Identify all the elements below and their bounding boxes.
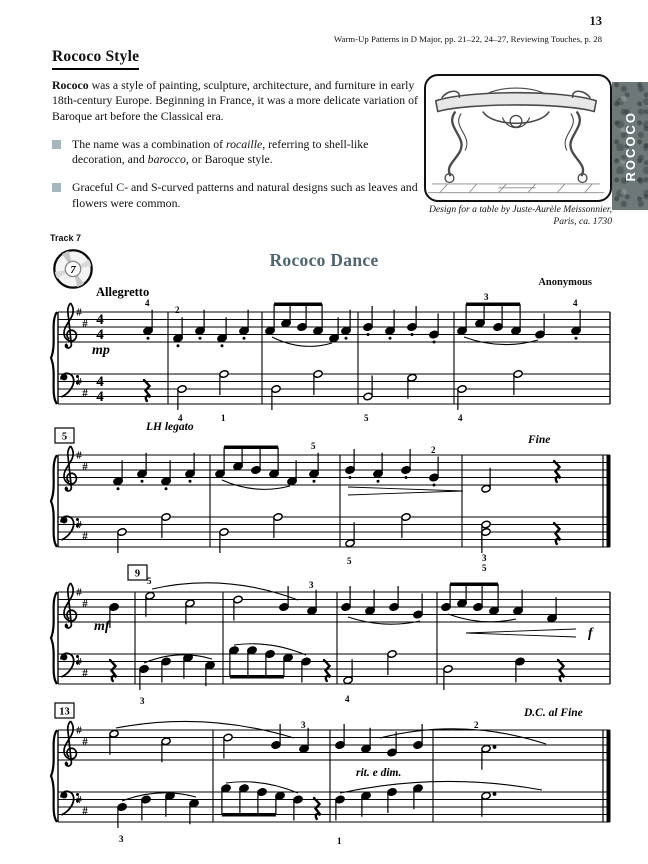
music-text-fing: 4 — [145, 298, 150, 308]
svg-text:#: # — [76, 794, 82, 806]
svg-text:#: # — [82, 460, 88, 473]
svg-text:13: 13 — [59, 706, 70, 718]
track-number: 7 — [70, 264, 76, 276]
music-text-dyn: mp — [92, 343, 110, 358]
music-text-fing: 1 — [337, 836, 342, 846]
svg-text:#: # — [82, 530, 88, 543]
sidebar-tab-rococo — [612, 82, 648, 210]
music-system-3 — [48, 562, 613, 712]
svg-text:9: 9 — [134, 568, 141, 580]
list-item: Graceful C- and S-curved patterns and natural designs such as leaves and flowers were common. — [52, 180, 424, 210]
svg-text:#: # — [82, 667, 88, 680]
music-system-4 — [48, 700, 613, 852]
svg-text:#: # — [76, 519, 82, 531]
music-text-fing: 4 — [573, 298, 578, 308]
music-text-dir: Fine — [528, 434, 551, 446]
table-engraving-figure — [424, 74, 612, 202]
bullet-list — [52, 137, 424, 224]
music-system-2 — [48, 425, 613, 575]
track-label: Track 7 — [50, 233, 82, 243]
music-text-fing: 4 — [178, 413, 183, 423]
music-text-dyn: mf — [94, 619, 110, 634]
sidebar-tab-label: ROCOCO — [622, 110, 638, 182]
composer-credit: Anonymous — [538, 277, 592, 288]
music-text-fing: 3 — [309, 580, 314, 590]
svg-text:#: # — [82, 735, 88, 748]
svg-text:4: 4 — [96, 374, 104, 390]
music-text-fing: 5 — [311, 441, 316, 451]
music-text-dir: LH legato — [146, 421, 194, 433]
music-text-fing: 2 — [474, 720, 479, 730]
section-heading: Rococo Style — [52, 48, 139, 70]
svg-text:4: 4 — [96, 389, 104, 405]
music-text-fing: 1 — [221, 413, 226, 423]
svg-text:#: # — [76, 306, 82, 319]
music-text-dir: rit. e dim. — [356, 767, 402, 779]
music-text-fing: 5 — [364, 413, 369, 423]
rococo-table-illustration — [426, 76, 606, 196]
svg-text:5: 5 — [61, 431, 68, 443]
svg-text:#: # — [76, 586, 82, 599]
music-text-tempo: Allegretto — [96, 285, 150, 299]
music-text-fing: 3 — [301, 720, 306, 730]
page-number: 13 — [589, 14, 602, 28]
list-item: The name was a combination of rocaille, referring to shell-like decoration, and barocco, or Baroque style. — [52, 137, 424, 167]
svg-text:#: # — [76, 449, 82, 462]
svg-text:#: # — [82, 597, 88, 610]
svg-text:4: 4 — [96, 312, 104, 328]
intro-bold-word: Rococo — [52, 78, 89, 92]
music-text-fing: 5 — [347, 556, 352, 566]
svg-text:#: # — [76, 376, 82, 388]
svg-text:#: # — [76, 724, 82, 737]
music-text-fing: 3 — [484, 292, 489, 302]
music-text-fing: 3 — [482, 553, 487, 563]
music-text-dir: D.C. al Fine — [524, 707, 583, 719]
svg-text:#: # — [82, 387, 88, 400]
piece-title: Rococo Dance — [269, 250, 379, 270]
svg-text:4: 4 — [96, 327, 104, 343]
svg-text:#: # — [82, 317, 88, 330]
music-text-fing: 4 — [345, 694, 350, 704]
square-bullet-icon — [52, 183, 61, 192]
header-reference-note: Warm-Up Patterns in D Major, pp. 21–22, 24–27, Reviewing Touches, p. 28 — [333, 34, 602, 44]
music-system-1 — [48, 282, 613, 434]
svg-text:#: # — [76, 656, 82, 668]
music-text-fing: 4 — [458, 413, 463, 423]
square-bullet-icon — [52, 140, 61, 149]
music-text-fing: 5 — [147, 576, 152, 586]
figure-caption: Design for a table by Juste-Aurèle Meissonnier, Paris, ca. 1730 — [428, 204, 612, 227]
music-text-dyn: f — [588, 626, 593, 641]
music-text-fing: 2 — [175, 305, 180, 315]
svg-text:#: # — [82, 805, 88, 818]
music-text-fing: 5 — [482, 563, 487, 573]
music-text-fing: 3 — [119, 834, 124, 844]
music-text-fing: 3 — [140, 696, 145, 706]
intro-paragraph: Rococo was a style of painting, sculpture, architecture, and furniture in early 18th-century Europe. Beginning in France, it was a more delicate variation of Baroque art before the Classical era. — [52, 78, 418, 123]
music-text-fing: 2 — [431, 445, 436, 455]
